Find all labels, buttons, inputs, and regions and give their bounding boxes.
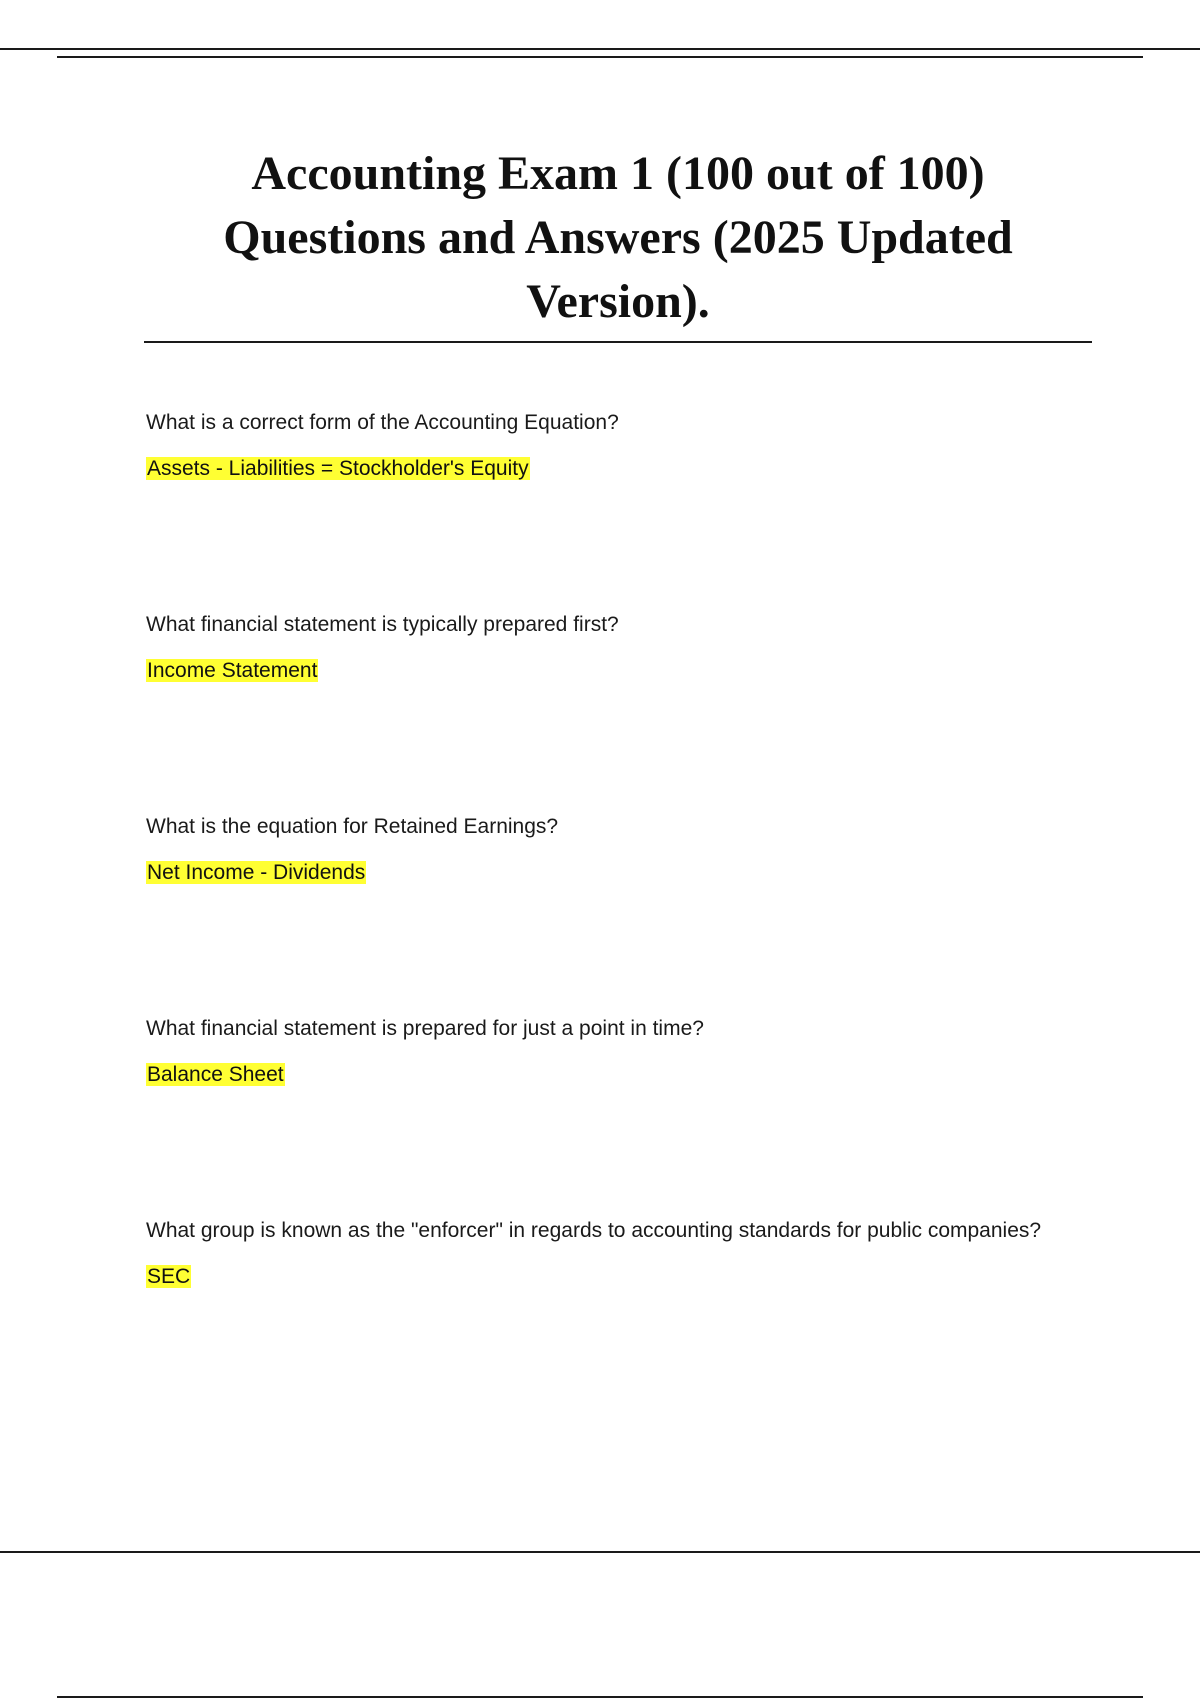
qa-item bbox=[146, 406, 1046, 608]
answer-text: Income Statement bbox=[147, 659, 318, 682]
header-rule-inner bbox=[57, 56, 1143, 58]
header-rule-outer bbox=[0, 48, 1200, 50]
answer-highlight bbox=[146, 1262, 1046, 1292]
answer-text: Balance Sheet bbox=[147, 1063, 284, 1086]
answer-highlight bbox=[146, 454, 1046, 484]
question-text: What financial statement is prepared for just a point in time? bbox=[146, 1017, 704, 1040]
answer-text: Assets - Liabilities = Stockholder's Equity bbox=[147, 457, 529, 480]
title-underline bbox=[144, 341, 1092, 343]
qa-item bbox=[146, 1012, 1046, 1214]
answer-highlight bbox=[146, 858, 1046, 888]
qa-list bbox=[146, 406, 1046, 1292]
qa-item bbox=[146, 608, 1046, 810]
question-text: What group is known as the "enforcer" in regards to accounting standards for public companies? bbox=[146, 1219, 1042, 1242]
qa-item bbox=[146, 810, 1046, 1012]
footer-rule-inner bbox=[57, 1696, 1143, 1698]
footer-rule-outer bbox=[0, 1551, 1200, 1553]
question-text: What is a correct form of the Accounting Equation? bbox=[146, 411, 619, 434]
answer-highlight bbox=[146, 1060, 1046, 1090]
answer-highlight bbox=[146, 656, 1046, 686]
question-text: What is the equation for Retained Earnings? bbox=[146, 815, 559, 838]
answer-text: Net Income - Dividends bbox=[147, 861, 366, 884]
question-text: What financial statement is typically prepared first? bbox=[146, 613, 619, 636]
document-title: Accounting Exam 1 (100 out of 100) Questions and Answers (2025 Updated Version). bbox=[223, 147, 1013, 328]
qa-item bbox=[146, 1214, 1046, 1292]
answer-text: SEC bbox=[147, 1265, 191, 1288]
